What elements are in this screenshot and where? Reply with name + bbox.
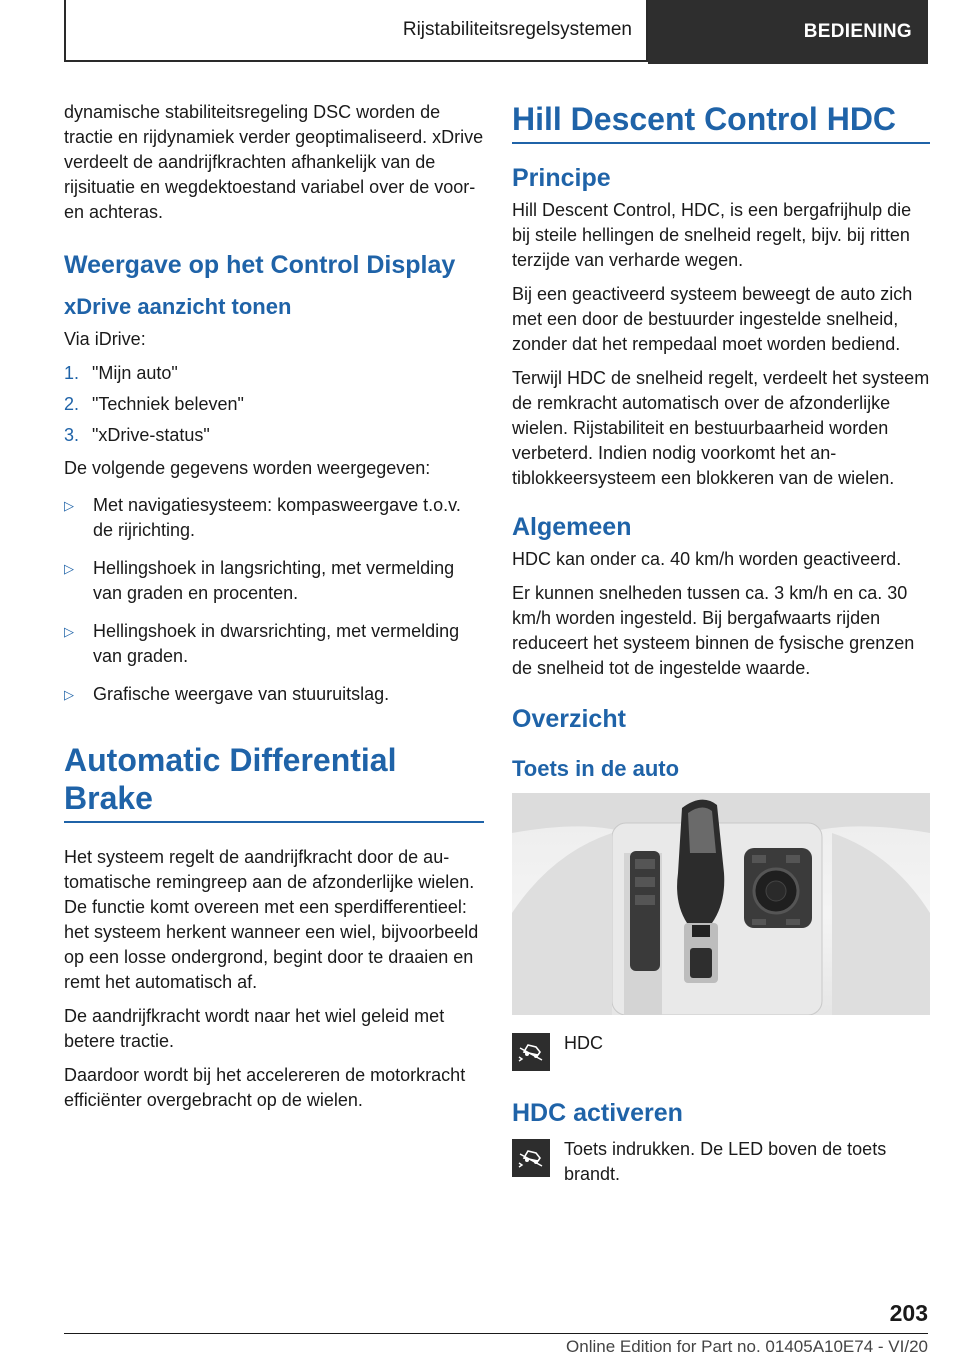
activeren-heading: HDC activeren (512, 1099, 683, 1127)
right-column (512, 100, 930, 1195)
list-item (64, 392, 484, 417)
principe-heading: Principe (512, 164, 611, 192)
triangle-bullet-icon: ▷ (64, 687, 74, 702)
list-item (64, 423, 484, 448)
step-text: "Techniek beleven" (92, 394, 244, 414)
step-number: 2. (64, 394, 80, 414)
principe-paragraph-1: Hill Descent Control, HDC, is een bergafrijhulp die bij steile hellingen de snelheid regelt, bijv. bij ritten terzijde van verharde wegen. (512, 200, 912, 270)
list-item (64, 619, 484, 669)
hdc-car-descent-icon (512, 1139, 550, 1177)
bullet-text: Hellingshoek in dwarsrichting, met vermelding van graden. (93, 621, 460, 666)
hdc-icon-row (512, 1031, 930, 1071)
via-idrive-text: Via iDrive: (64, 329, 146, 349)
algemeen-paragraph-1: HDC kan onder ca. 40 km/h worden geactiveerd. (512, 549, 902, 569)
list-item (64, 556, 484, 606)
bullet-text: Met navigatiesysteem: kompasweergave t.o.v. de rijrichting. (93, 495, 461, 540)
header-section-title: Rijstabiliteitsregelsystemen (64, 0, 648, 62)
xdrive-heading: xDrive aanzicht tonen (64, 294, 292, 319)
algemeen-heading: Algemeen (512, 513, 632, 541)
step-number: 3. (64, 425, 80, 445)
hdc-heading: Hill Descent Control HDC (512, 100, 930, 144)
triangle-bullet-icon: ▷ (64, 498, 74, 513)
step-number: 1. (64, 363, 80, 383)
center-console-photo (512, 793, 930, 1015)
adb-heading: Automatic Differential Brake (64, 741, 484, 823)
header-chapter-tab: BEDIENING (648, 0, 928, 64)
data-shown-intro: De volgende gegevens worden weergegeven: (64, 458, 431, 478)
steps-list (64, 361, 484, 448)
triangle-bullet-icon: ▷ (64, 561, 74, 576)
edition-footer: Online Edition for Part no. 01405A10E74 - VI/20 (566, 1337, 928, 1356)
page-number: 203 (889, 1300, 928, 1326)
principe-paragraph-3: Terwijl HDC de snelheid regelt, verdeelt het systeem de remkracht automatisch over de afzonderlijke wielen. Rijstabiliteit en bestuurbaarheid worden verbeterd. Indien nodig voorkomt het antiblokkeersysteem een blokkeren van de wielen. (512, 368, 930, 488)
algemeen-paragraph-2: Er kunnen snelheden tussen ca. 3 km/h en ca. 30 km/h worden ingesteld. Bij bergafwaarts rijden reduceert het systeem binnen de fysische grenzen de snelheid tot de ingestelde waarde. (512, 583, 915, 678)
adb-paragraph-3: Daardoor wordt bij het accelereren de motorkracht efficiënter overgebracht op de wielen. (64, 1065, 466, 1110)
principe-paragraph-2: Bij een geactiveerd systeem beweegt de auto zich met een door de bestuurder ingestelde snelheid, zonder dat het rempedaal moet worden bediend. (512, 284, 913, 354)
hdc-car-descent-icon (512, 1033, 550, 1071)
intro-paragraph: dynamische stabiliteitsregeling DSC worden de tractie en rijdynamiek verder geoptimaliseerd. xDrive verdeelt de aandrijfkrachten afhankelijk van de rijsituatie en wegdektoestand variabel over de voor- en achteras. (64, 102, 484, 222)
footer-divider (64, 1333, 928, 1334)
overzicht-heading: Overzicht (512, 705, 626, 733)
display-heading: Weergave op het Control Display (64, 251, 456, 279)
page-header (64, 0, 928, 64)
activeren-text: Toets indrukken. De LED boven de toets brandt. (564, 1139, 887, 1184)
adb-paragraph-2: De aandrijfkracht wordt naar het wiel geleid met betere tractie. (64, 1006, 445, 1051)
bullet-text: Hellingshoek in langsrichting, met vermelding van graden en procenten. (93, 558, 455, 603)
step-text: "xDrive-status" (92, 425, 210, 445)
list-item (64, 361, 484, 386)
left-column (64, 100, 484, 1122)
bullet-list (64, 493, 484, 707)
toets-heading: Toets in de auto (512, 756, 680, 781)
center-console-illustration (512, 793, 930, 1015)
activeren-icon-row (512, 1137, 930, 1187)
adb-paragraph-1: Het systeem regelt de aandrijfkracht door de automatische remingreep aan de afzonderlijke wielen. De functie komt overeen met een sperdifferentieel: het systeem herkent wanneer een wiel, bijvoorbeeld op een losse ondergrond, begint door te draaien en remt het automatisch af. (64, 847, 479, 992)
hdc-icon-label: HDC (564, 1033, 603, 1053)
list-item (64, 493, 484, 543)
bullet-text: Grafische weergave van stuuruitslag. (93, 684, 390, 704)
triangle-bullet-icon: ▷ (64, 624, 74, 639)
step-text: "Mijn auto" (92, 363, 178, 383)
list-item (64, 682, 484, 707)
